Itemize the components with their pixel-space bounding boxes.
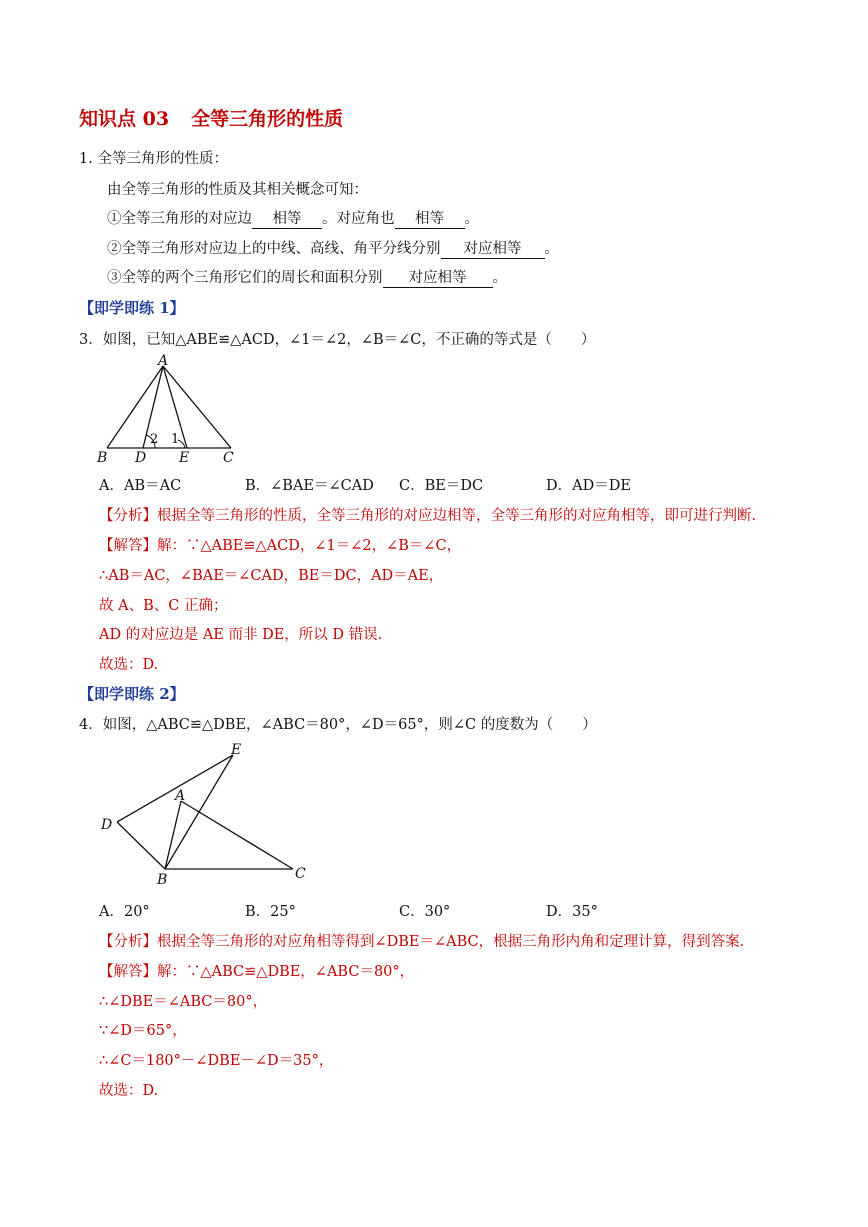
label-E: E <box>179 450 190 464</box>
solution-4-line-4: ∴∠C＝180°－∠DBE－∠D＝35°， <box>99 1053 334 1069</box>
blank-answer: 对应相等 <box>383 266 493 288</box>
option-a: A．AB＝AC <box>99 478 182 494</box>
label-A: A <box>158 353 169 369</box>
label-C: C <box>223 450 234 464</box>
label-C: C <box>295 866 306 882</box>
practice-label-1: 【即学即练 1】 <box>79 299 185 317</box>
section-title <box>79 104 343 131</box>
property-item-1: ①全等三角形的对应边 相等 。对应角也 相等 。 <box>107 207 479 229</box>
option-c: C．BE＝DC <box>399 478 484 494</box>
solution-3-line-1: 【解答】解：∵△ABE≌△ACD，∠1＝∠2，∠B＝∠C， <box>99 538 462 554</box>
label-B: B <box>157 872 168 888</box>
solution-3-line-3: 故 A、B、C 正确； <box>99 598 228 614</box>
label-A: A <box>175 788 186 804</box>
solution-4-line-3: ∵∠D＝65°， <box>99 1023 187 1039</box>
option-a: A．20° <box>99 904 150 920</box>
section-number: 知识点 03 <box>79 108 170 130</box>
solution-4-line-2: ∴∠DBE＝∠ABC＝80°， <box>99 994 268 1010</box>
property-intro: 由全等三角形的性质及其相关概念可知： <box>107 182 368 198</box>
blank-answer: 相等 <box>395 207 465 229</box>
question-3: 3．如图，已知△ABE≌△ACD，∠1＝∠2，∠B＝∠C，不正确的等式是（ ） <box>79 332 596 348</box>
question-4: 4．如图，△ABC≌△DBE，∠ABC＝80°，∠D＝65°，则∠C 的度数为（ ） <box>79 717 597 733</box>
label-B: B <box>97 450 108 464</box>
blank-answer: 相等 <box>252 207 322 229</box>
property-heading: 1. 全等三角形的性质： <box>79 151 228 167</box>
label-E: E <box>231 742 242 758</box>
angle-2-label: 2 <box>150 432 159 447</box>
section-heading: 全等三角形的性质 <box>191 108 344 130</box>
angle-1-label: 1 <box>171 432 180 447</box>
solution-3-line-5: 故选：D. <box>99 657 159 673</box>
solution-4-line-5: 故选：D. <box>99 1083 159 1099</box>
practice-label-2: 【即学即练 2】 <box>79 685 185 703</box>
analysis-4: 【分析】根据全等三角形的对应角相等得到∠DBE＝∠ABC，根据三角形内角和定理计算，得到答案. <box>99 934 745 950</box>
figure-triangle-abe-acd <box>95 352 245 464</box>
option-b: B．25° <box>245 904 296 920</box>
label-D: D <box>101 817 113 833</box>
figure-triangle-abc-dbe <box>95 735 325 890</box>
property-item-3: ③全等的两个三角形它们的周长和面积分别 对应相等 。 <box>107 266 507 288</box>
solution-4-line-1: 【解答】解：∵△ABC≌△DBE，∠ABC＝80°， <box>99 964 415 980</box>
property-item-2: ②全等三角形对应边上的中线、高线、角平分线分别 对应相等 。 <box>107 237 559 259</box>
analysis-3: 【分析】根据全等三角形的性质，全等三角形的对应边相等，全等三角形的对应角相等，即可进行判断. <box>99 508 757 524</box>
option-d: D．AD＝DE <box>546 478 631 494</box>
solution-3-line-2: ∴AB＝AC，∠BAE＝∠CAD，BE＝DC，AD＝AE， <box>99 568 444 584</box>
option-c: C．30° <box>399 904 451 920</box>
label-D: D <box>135 450 147 464</box>
blank-answer: 对应相等 <box>441 237 545 259</box>
solution-3-line-4: AD 的对应边是 AE 而非 DE，所以 D 错误. <box>99 627 383 643</box>
option-d: D．35° <box>546 904 598 920</box>
option-b: B．∠BAE＝∠CAD <box>245 478 374 494</box>
